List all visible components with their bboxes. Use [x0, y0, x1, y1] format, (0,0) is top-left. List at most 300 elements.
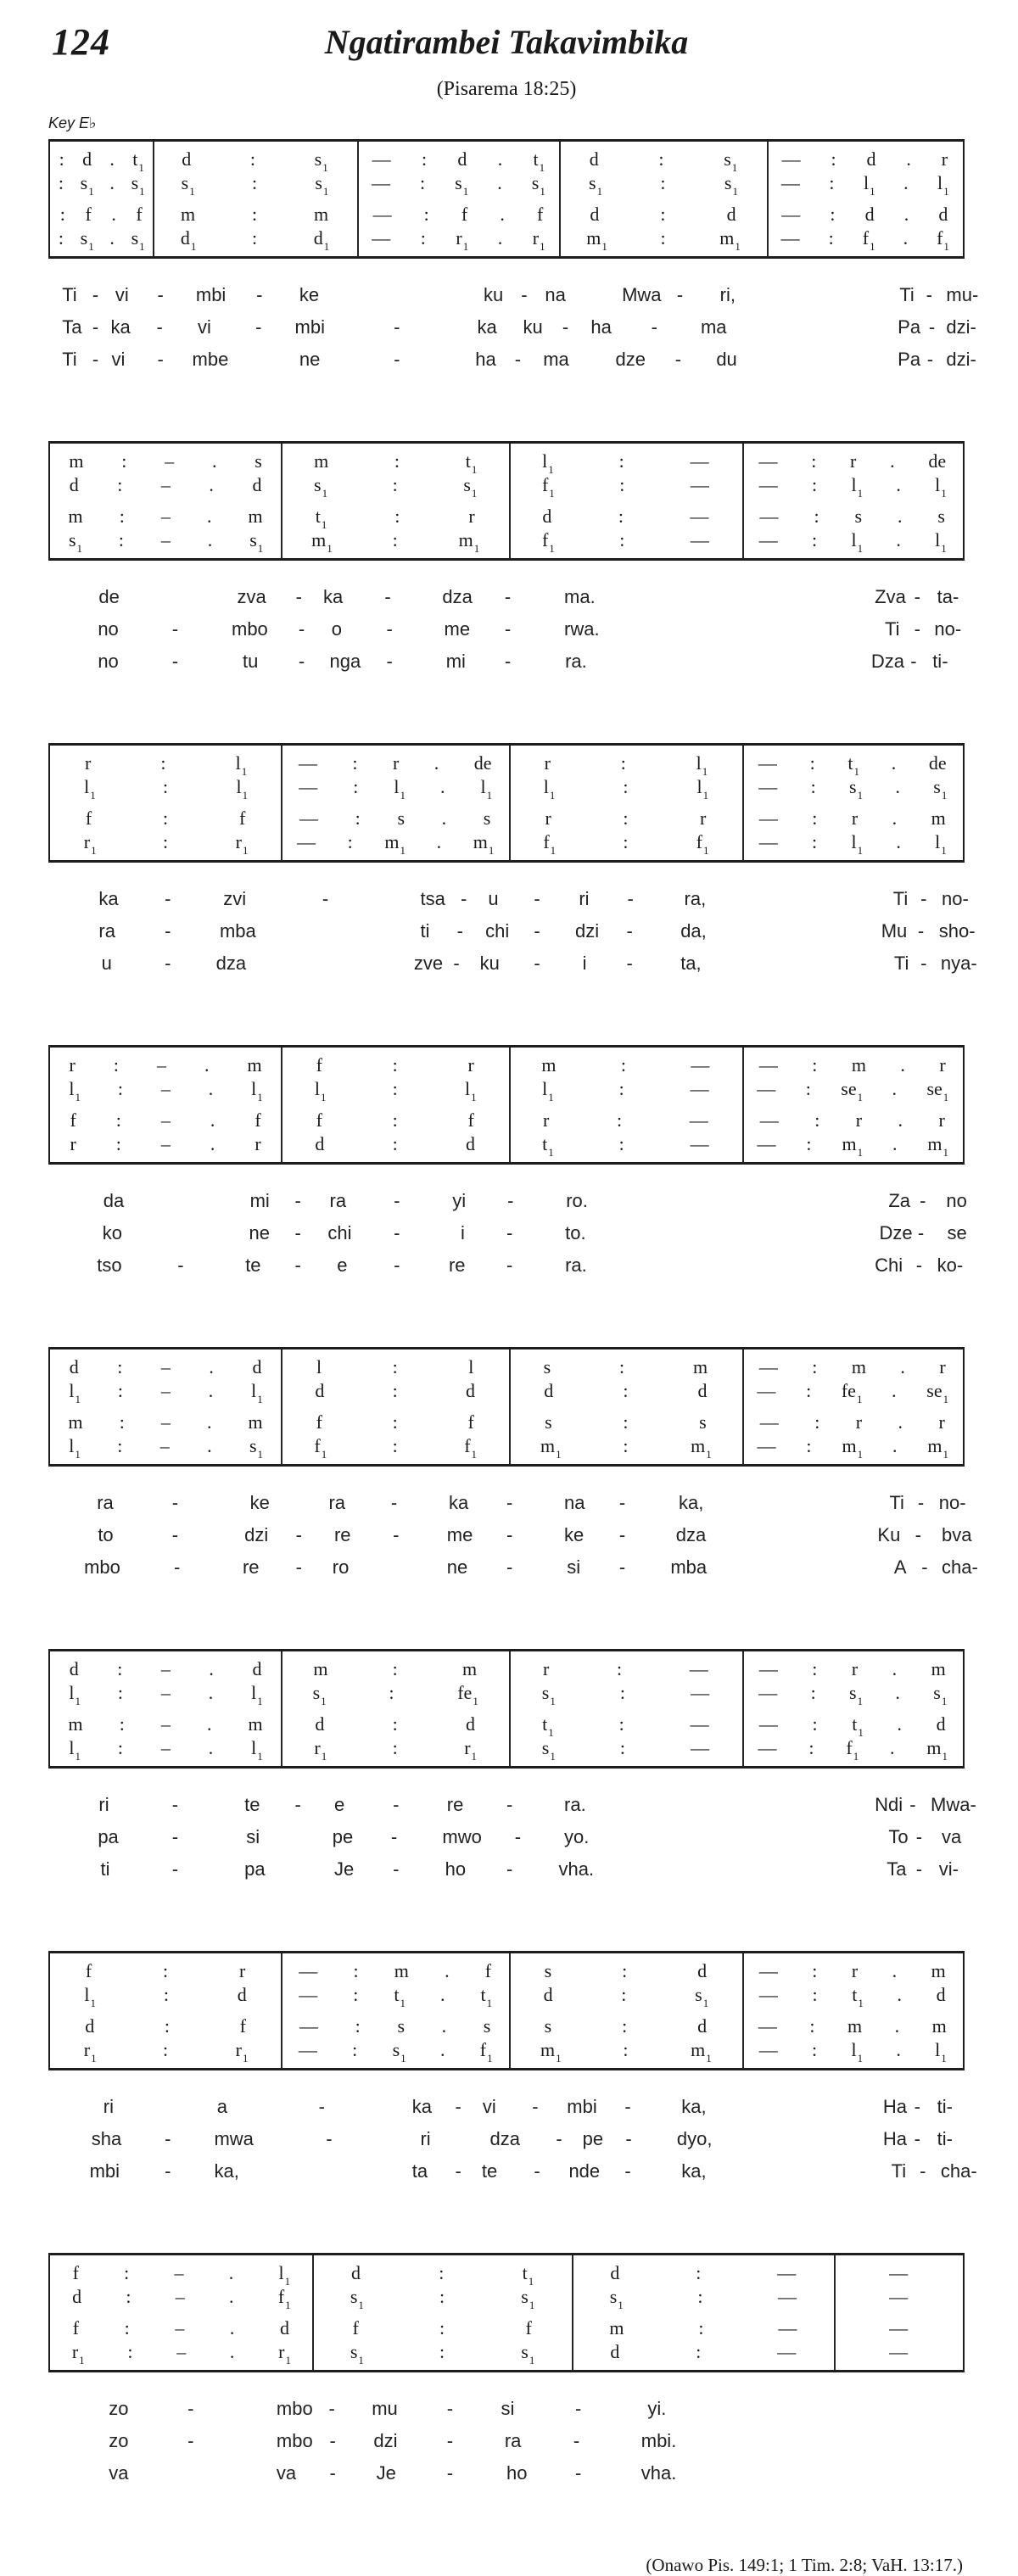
lyric-syllable: -	[329, 2462, 336, 2484]
note-token: :	[117, 1078, 124, 1099]
measure	[509, 450, 741, 477]
lyric-syllable: -	[455, 2096, 461, 2117]
measure	[281, 752, 509, 775]
note-token: :	[392, 1109, 398, 1131]
lyric-syllable: Ha	[882, 2096, 907, 2117]
lyric-syllable: no-	[942, 888, 969, 909]
note-token: :	[623, 1411, 629, 1433]
lyric-syllable: no-	[938, 1492, 966, 1513]
note-token: d	[697, 1960, 708, 1981]
note-token: r	[941, 148, 948, 170]
note-token: :	[439, 2286, 445, 2307]
score-grid	[48, 743, 965, 863]
note-token: $m_1$	[384, 831, 406, 858]
lyric-line	[48, 2160, 977, 2193]
octave-mark: 1	[706, 2052, 712, 2065]
note-token: $l_1$	[543, 776, 556, 802]
lyric-syllable: mbo	[84, 1556, 120, 1578]
lyric-syllable: ka,	[679, 1492, 704, 1513]
note-token: —	[758, 752, 777, 774]
note-token: .	[433, 752, 439, 774]
note-token: :	[353, 1960, 359, 1981]
lyric-syllable: -	[534, 953, 540, 974]
lyric-syllable: mbi	[89, 2160, 120, 2182]
lyric-syllable: mwa	[214, 2128, 254, 2149]
lyric-syllable: -	[318, 2096, 325, 2117]
measure	[742, 450, 963, 473]
note-token: d	[237, 1984, 247, 2005]
lyric-syllable: ha	[590, 316, 612, 338]
note-token: $l_1$	[935, 2039, 947, 2065]
note-token: —	[759, 506, 779, 527]
note-token: $t_1$	[522, 2262, 534, 2288]
note-token: $r_1$	[456, 227, 469, 254]
note-token: d	[85, 2015, 95, 2037]
lyric-syllable: -	[165, 953, 171, 974]
note-token: :	[392, 474, 398, 495]
measure	[742, 473, 963, 500]
note-token: :	[394, 450, 400, 472]
measure	[509, 1681, 741, 1708]
note-token: :	[623, 1435, 629, 1456]
lyric-syllable: mbi	[567, 2096, 597, 2117]
lyric-syllable: -	[915, 1858, 923, 1880]
note-token: r	[938, 1109, 945, 1131]
lyric-syllable: Je	[333, 1858, 355, 1880]
note-token: $m_1$	[691, 1435, 712, 1461]
lyric-syllable: dzi	[575, 920, 600, 942]
octave-mark: 1	[732, 185, 738, 198]
measure	[312, 2340, 573, 2367]
lyric-syllable: nga	[329, 651, 361, 672]
note-token: :	[423, 204, 429, 225]
note-token: —	[758, 831, 778, 852]
note-token: .	[898, 506, 903, 527]
note-token: —	[690, 474, 709, 495]
note-token: —	[757, 1133, 776, 1154]
note-token: .	[898, 1109, 903, 1131]
octave-mark: 1	[857, 2052, 864, 2065]
note-token: :	[622, 1960, 628, 1981]
note-token: $fe_1$	[841, 1380, 863, 1406]
measure	[572, 2340, 834, 2364]
note-token: s	[483, 807, 491, 829]
note-token: m	[68, 1411, 83, 1433]
voice-row	[50, 2316, 963, 2340]
note-token: $f_1$	[541, 474, 555, 500]
note-token: :	[352, 2039, 358, 2060]
note-token: —	[372, 172, 391, 193]
lyric-syllable: dzi	[244, 1524, 269, 1545]
note-token: r	[238, 1960, 246, 1981]
note-token: .	[207, 529, 213, 550]
note-token: s	[397, 2015, 405, 2037]
note-token: :	[127, 2341, 133, 2362]
octave-mark: 1	[285, 2299, 291, 2312]
lyric-syllable: Ti	[892, 888, 909, 909]
voice-row	[50, 1657, 963, 1681]
scripture-reference: (Onawo Pis. 149:1; 1 Tim. 2:8; VaH. 13:17.)	[646, 2555, 963, 2575]
note-token: $s_1$	[131, 227, 145, 254]
note-token: .	[903, 172, 909, 193]
lyric-syllable: -	[165, 888, 171, 909]
note-token: $l_1$	[69, 1682, 81, 1708]
lyric-syllable: Ti	[899, 284, 915, 305]
lyric-syllable: Dze	[879, 1222, 913, 1243]
lyric-syllable: yo.	[564, 1826, 590, 1847]
note-token: $l_1$	[251, 1682, 263, 1708]
lyric-syllable: ku	[523, 316, 543, 338]
lyric-syllable: si	[501, 2398, 515, 2419]
lyric-syllable: zva	[237, 586, 266, 607]
note-token: –	[160, 474, 171, 495]
note-token: d	[252, 1356, 262, 1377]
lyric-line	[48, 618, 965, 651]
barline	[153, 142, 154, 256]
measure	[509, 1713, 741, 1740]
note-token: .	[441, 2015, 447, 2037]
lyric-syllable: sha	[91, 2128, 122, 2149]
lyric-syllable: -	[295, 1556, 302, 1578]
note-token: .	[892, 1435, 898, 1456]
note-token: :	[119, 1411, 125, 1433]
lyric-syllable: -	[562, 316, 569, 338]
octave-mark: 1	[540, 240, 545, 254]
octave-mark: 1	[941, 487, 947, 500]
note-token: —	[299, 776, 318, 797]
note-token: $l_1$	[394, 776, 406, 802]
lyric-syllable: -	[651, 316, 657, 338]
lyric-syllable: ho	[506, 2462, 528, 2484]
note-token: .	[500, 204, 505, 225]
note-token: —	[758, 1356, 778, 1377]
lyric-syllable: da,	[680, 920, 707, 942]
octave-mark: 1	[529, 2299, 535, 2312]
note-token: $s_1$	[315, 172, 329, 198]
note-token: –	[174, 2262, 184, 2283]
note-token: —	[689, 1109, 708, 1131]
lyric-line	[48, 953, 977, 985]
measure	[153, 171, 357, 198]
lyric-line	[48, 284, 979, 316]
note-token: :	[118, 529, 125, 550]
lyric-line	[48, 316, 976, 349]
note-token: :	[113, 1054, 119, 1076]
octave-mark: 1	[858, 1726, 864, 1740]
note-token: $l_1$	[69, 1380, 81, 1406]
note-token: $t_1$	[847, 752, 860, 779]
lyric-syllable: Chi	[875, 1254, 903, 1276]
barline	[572, 2255, 573, 2370]
octave-mark: 1	[942, 1393, 949, 1406]
note-token: l	[468, 1356, 474, 1377]
lyrics-block	[48, 2398, 965, 2495]
note-token: m	[68, 506, 83, 527]
lyric-syllable: ko	[102, 1222, 122, 1243]
note-token: $s_1$	[249, 1435, 263, 1461]
lyric-syllable: -	[627, 888, 634, 909]
barline	[509, 1349, 511, 1464]
measure	[509, 1379, 741, 1403]
note-token: .	[440, 1984, 445, 2005]
note-token: .	[229, 2317, 235, 2339]
lyric-syllable: bva	[942, 1524, 972, 1545]
score-grid	[48, 1045, 965, 1165]
lyric-syllable: ra	[98, 920, 115, 942]
note-token: d	[69, 474, 79, 495]
voice-row	[50, 807, 963, 830]
note-token: .	[895, 776, 900, 797]
note-token: $l_1$	[278, 2262, 291, 2288]
note-token: f	[484, 1960, 492, 1981]
note-token: s	[543, 1356, 551, 1377]
octave-mark: 1	[241, 765, 248, 779]
measure	[742, 1713, 963, 1740]
lyric-syllable: no	[98, 618, 119, 640]
note-token: :	[163, 807, 169, 829]
octave-mark: 1	[75, 1448, 81, 1461]
lyric-syllable: i	[461, 1222, 465, 1243]
measure	[50, 528, 281, 556]
note-token: m	[180, 204, 196, 225]
lyric-syllable: ho	[445, 1858, 467, 1880]
note-token: $m_1$	[586, 227, 607, 254]
note-token: $t_1$	[132, 148, 144, 175]
note-token: d	[590, 204, 600, 225]
voice-row	[50, 473, 963, 500]
note-token: $f_1$	[937, 227, 949, 254]
note-token: $l_1$	[251, 1380, 263, 1406]
measure	[834, 2285, 963, 2309]
note-token: —	[781, 148, 801, 170]
measure	[153, 148, 357, 175]
note-token: :	[620, 752, 626, 774]
lyric-syllable: no	[946, 1190, 967, 1211]
lyric-syllable: no	[98, 651, 119, 672]
octave-mark: 1	[853, 765, 860, 779]
note-token: —	[781, 204, 801, 225]
lyric-syllable: Ndi	[875, 1794, 903, 1815]
note-token: :	[660, 172, 666, 193]
measure	[50, 1109, 281, 1132]
lyric-syllable: ti-	[932, 651, 948, 672]
note-token: —	[298, 752, 317, 774]
note-token: :	[810, 1682, 816, 1703]
note-token: :	[392, 1411, 398, 1433]
note-token: :	[809, 752, 815, 774]
note-token: .	[109, 148, 115, 170]
lyric-syllable: -	[917, 1222, 925, 1243]
lyric-syllable: ka	[411, 2096, 432, 2117]
lyric-syllable: u	[101, 953, 112, 974]
note-token: :	[619, 1737, 625, 1758]
lyric-syllable: ke	[299, 284, 320, 305]
note-token: .	[109, 172, 115, 193]
note-token: –	[175, 2286, 185, 2307]
note-token: :	[806, 1380, 812, 1401]
note-token: .	[891, 752, 897, 774]
note-token: $f_1$	[846, 1737, 859, 1763]
octave-mark: 1	[88, 240, 94, 254]
octave-mark: 1	[257, 542, 264, 556]
note-token: f	[467, 1411, 474, 1433]
lyric-syllable: -	[506, 1858, 513, 1880]
measure	[572, 2261, 834, 2285]
measure	[281, 1959, 509, 1983]
voice-row	[50, 2014, 963, 2038]
octave-mark: 1	[242, 844, 249, 858]
note-token: :	[618, 506, 624, 527]
notation-system	[48, 2253, 965, 2495]
lyric-syllable: -	[514, 1826, 522, 1847]
lyric-syllable: dze	[615, 349, 646, 370]
lyric-syllable: -	[928, 316, 936, 338]
lyric-syllable: -	[915, 1524, 921, 1545]
barline	[312, 2255, 314, 2370]
lyric-syllable: si	[246, 1826, 260, 1847]
octave-mark: 1	[189, 185, 195, 198]
lyric-syllable: da	[103, 1190, 125, 1211]
lyric-syllable: ti	[100, 1858, 110, 1880]
note-token: :	[618, 1133, 624, 1154]
lyric-syllable: -	[618, 1492, 626, 1513]
voice-row	[50, 1379, 963, 1406]
note-token: —	[758, 450, 778, 472]
lyric-syllable: na	[564, 1492, 585, 1513]
measure	[281, 1713, 509, 1736]
note-token: .	[896, 831, 901, 852]
octave-mark: 1	[548, 1146, 554, 1159]
note-token: :	[810, 776, 816, 797]
measure	[742, 2038, 963, 2065]
measure	[742, 830, 963, 858]
lyric-syllable: i	[582, 953, 587, 974]
note-token: —	[758, 1960, 778, 1981]
octave-mark: 1	[943, 240, 949, 254]
note-token: :	[420, 227, 426, 249]
note-token: $f_1$	[541, 529, 555, 556]
note-token: $se_1$	[926, 1078, 949, 1104]
lyric-syllable: -	[446, 2398, 454, 2419]
note-token: $l_1$	[542, 450, 554, 477]
measure	[509, 1132, 741, 1159]
note-token: —	[758, 2015, 777, 2037]
note-token: f	[85, 204, 92, 225]
note-token: $r_1$	[71, 2341, 85, 2367]
note-token: .	[204, 1054, 210, 1076]
lyric-line	[48, 586, 965, 618]
octave-mark: 1	[853, 1750, 859, 1763]
note-token: f	[72, 2317, 80, 2339]
note-token: $l_1$	[937, 172, 949, 198]
lyric-syllable: ro	[332, 1556, 350, 1578]
note-token: $l_1$	[851, 831, 864, 858]
note-token: d	[936, 1984, 946, 2005]
barline	[281, 1651, 282, 1766]
lyric-line	[48, 2128, 965, 2160]
note-token: f	[85, 1960, 92, 1981]
note-token: :	[392, 1356, 398, 1377]
note-token: .	[900, 1356, 905, 1377]
note-token: :	[420, 172, 426, 193]
note-token: $r_1$	[83, 2039, 97, 2065]
note-token: .	[229, 2341, 235, 2362]
lyric-syllable: ri,	[719, 284, 736, 305]
note-token: :	[812, 1713, 818, 1735]
note-token: d	[466, 1133, 476, 1154]
note-token: —	[780, 227, 800, 249]
note-token: m	[609, 2317, 624, 2339]
note-token: –	[160, 1078, 171, 1099]
note-token: $s_1$	[314, 148, 328, 175]
octave-mark: 1	[550, 1750, 556, 1763]
notation-system	[48, 1649, 976, 1891]
note-token: $l_1$	[251, 1078, 263, 1104]
measure	[742, 1657, 963, 1681]
lyric-syllable: Ti	[62, 349, 77, 370]
measure	[742, 1355, 963, 1379]
note-token: –	[160, 1411, 171, 1433]
measure	[281, 1681, 509, 1708]
note-token: r	[544, 752, 551, 774]
score-grid	[48, 139, 965, 259]
lyric-syllable: -	[384, 586, 391, 607]
barline	[742, 746, 744, 860]
octave-mark: 1	[284, 2275, 291, 2288]
lyric-syllable: Ta	[62, 316, 82, 338]
note-token: $s_1$	[392, 2039, 406, 2065]
note-token: .	[206, 1713, 212, 1735]
note-token: —	[777, 2262, 797, 2283]
note-token: .	[894, 2015, 900, 2037]
octave-mark: 1	[462, 185, 469, 198]
lyric-syllable: yi.	[647, 2398, 667, 2419]
barline	[742, 444, 744, 558]
note-token: .	[892, 1078, 898, 1099]
lyric-syllable: ka	[323, 586, 344, 607]
measure	[50, 171, 153, 198]
note-token: $t_1$	[315, 506, 327, 532]
measure	[153, 226, 357, 254]
note-token: —	[690, 529, 709, 550]
note-token: f	[525, 2317, 532, 2339]
note-token: —	[759, 1411, 779, 1433]
note-token: $r_1$	[532, 227, 545, 254]
lyric-syllable: -	[514, 349, 522, 370]
lyric-syllable: -	[328, 2398, 335, 2419]
note-token: :	[355, 807, 361, 829]
voice-row	[50, 1053, 963, 1077]
octave-mark: 1	[539, 161, 545, 175]
note-token: —	[758, 807, 778, 829]
note-token: :	[623, 1380, 629, 1401]
note-token: —	[757, 1078, 776, 1099]
lyric-syllable: dza	[675, 1524, 707, 1545]
measure	[357, 148, 560, 175]
note-token: $f_1$	[277, 2286, 291, 2312]
octave-mark: 1	[618, 2299, 624, 2312]
octave-mark: 1	[486, 789, 493, 802]
measure	[50, 1411, 281, 1434]
barline	[742, 1651, 744, 1766]
lyric-syllable: -	[446, 2462, 454, 2484]
lyric-syllable: dza	[489, 2128, 521, 2149]
measure	[742, 1983, 963, 2010]
measure	[50, 752, 281, 779]
note-token: .	[896, 474, 901, 495]
note-token: :	[392, 1713, 398, 1735]
note-token: —	[758, 1984, 778, 2005]
